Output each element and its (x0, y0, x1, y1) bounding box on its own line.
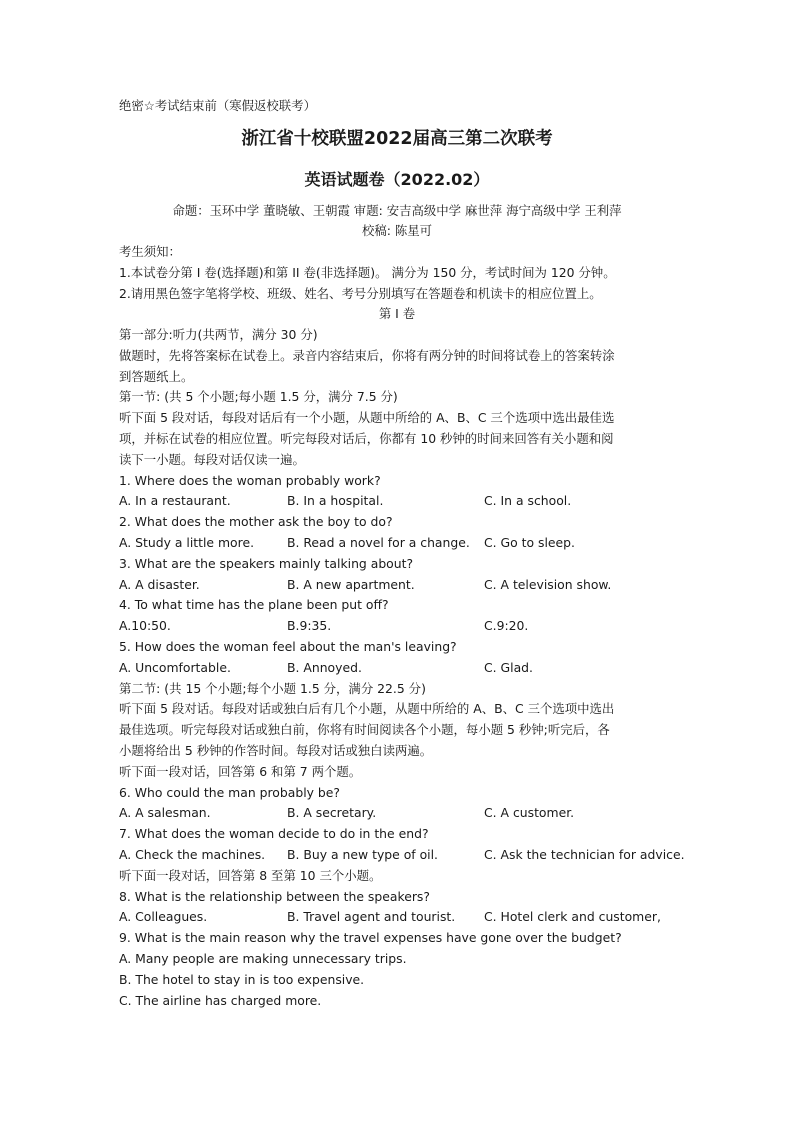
section1-instructions: 听下面 5 段对话，每段对话后有一个小题，从题中所给的 A、B、C 三个选项中选出最佳选 (119, 410, 615, 425)
option-b: B. The hotel to stay in is too expensive. (119, 972, 365, 987)
option-c: C. A television show. (484, 577, 612, 592)
option-c: C. The airline has charged more. (119, 993, 322, 1008)
part1-heading: 第一部分:听力(共两节，满分 30 分) (119, 327, 318, 342)
option-a: A. Check the machines. (119, 847, 266, 862)
question-stem: 8. What is the relationship between the speakers? (119, 889, 430, 904)
notice-item-1: 1.本试卷分第 I 卷(选择题)和第 II 卷(非选择题)。 满分为 150 分，考试时间为 120 分钟。 (119, 265, 616, 280)
option-a: A.10:50. (119, 618, 171, 633)
section2-heading: 第二节: (共 15 个小题;每个小题 1.5 分，满分 22.5 分) (119, 681, 426, 696)
section1-instructions: 读下一小题。每段对话仅读一遍。 (119, 452, 305, 467)
exam-subtitle: 英语试题卷（2022.02） (304, 170, 490, 189)
section1-instructions: 项，并标在试卷的相应位置。听完每段对话后，你都有 10 秒钟的时间来回答有关小题和阅 (119, 431, 614, 446)
option-b: B. Buy a new type of oil. (287, 847, 438, 862)
part1-intro: 到答题纸上。 (119, 369, 194, 384)
dialogue-group-note: 听下面一段对话，回答第 8 至第 10 三个小题。 (119, 868, 382, 883)
option-b: B. A new apartment. (287, 577, 415, 592)
question-stem: 2. What does the mother ask the boy to do? (119, 514, 393, 529)
option-c: C. Ask the technician for advice. (484, 847, 685, 862)
question-stem: 4. To what time has the plane been put off? (119, 597, 389, 612)
question-stem: 5. How does the woman feel about the man's leaving? (119, 639, 457, 654)
question-stem: 6. Who could the man probably be? (119, 785, 340, 800)
option-a: A. A disaster. (119, 577, 200, 592)
option-c: C. Glad. (484, 660, 533, 675)
option-b: B. A secretary. (287, 805, 377, 820)
exam-title: 浙江省十校联盟2022届高三第二次联考 (241, 129, 553, 149)
option-a: A. Uncomfortable. (119, 660, 231, 675)
option-b: B. Annoyed. (287, 660, 362, 675)
volume-heading: 第 I 卷 (378, 306, 416, 321)
option-a: A. Many people are making unnecessary trips. (119, 951, 407, 966)
section2-instructions: 小题将给出 5 秒钟的作答时间。每段对话或独白读两遍。 (119, 743, 433, 758)
section1-heading: 第一节: (共 5 个小题;每小题 1.5 分，满分 7.5 分) (119, 389, 398, 404)
option-b: B. In a hospital. (287, 493, 384, 508)
notice-heading: 考生须知： (119, 244, 181, 259)
option-c: C. In a school. (484, 493, 572, 508)
option-b: B. Read a novel for a change. (287, 535, 470, 550)
option-c: C. Go to sleep. (484, 535, 575, 550)
option-a: A. In a restaurant. (119, 493, 231, 508)
option-c: C.9:20. (484, 618, 529, 633)
option-b: B. Travel agent and tourist. (287, 909, 456, 924)
question-stem: 9. What is the main reason why the travel expenses have gone over the budget? (119, 930, 622, 945)
option-c: C. Hotel clerk and customer, (484, 909, 661, 924)
option-a: A. Colleagues. (119, 909, 208, 924)
proofreader-line: 校稿: 陈星可 (361, 223, 433, 238)
option-b: B.9:35. (287, 618, 332, 633)
confidential-note: 绝密☆考试结束前（寒假返校联考） (119, 98, 316, 113)
part1-intro: 做题时，先将答案标在试卷上。录音内容结束后，你将有两分钟的时间将试卷上的答案转涂 (119, 348, 615, 363)
dialogue-group-note: 听下面一段对话，回答第 6 和第 7 两个题。 (119, 764, 362, 779)
authors-line: 命题：玉环中学 董晓敏、王朝霞 审题: 安吉高级中学 麻世萍 海宁高级中学 王利萍 (172, 203, 622, 218)
section2-instructions: 听下面 5 段对话。每段对话或独白后有几个小题，从题中所给的 A、B、C 三个选项中选出 (119, 701, 615, 716)
option-c: C. A customer. (484, 805, 575, 820)
option-a: A. A salesman. (119, 805, 211, 820)
option-a: A. Study a little more. (119, 535, 255, 550)
notice-item-2: 2.请用黑色签字笔将学校、班级、姓名、考号分别填写在答题卷和机读卡的相应位置上。 (119, 286, 602, 301)
question-stem: 3. What are the speakers mainly talking about? (119, 556, 414, 571)
question-stem: 1. Where does the woman probably work? (119, 473, 381, 488)
section2-instructions: 最佳选项。听完每段对话或独白前，你将有时间阅读各个小题，每小题 5 秒钟;听完后，各 (119, 722, 610, 737)
question-stem: 7. What does the woman decide to do in the end? (119, 826, 429, 841)
